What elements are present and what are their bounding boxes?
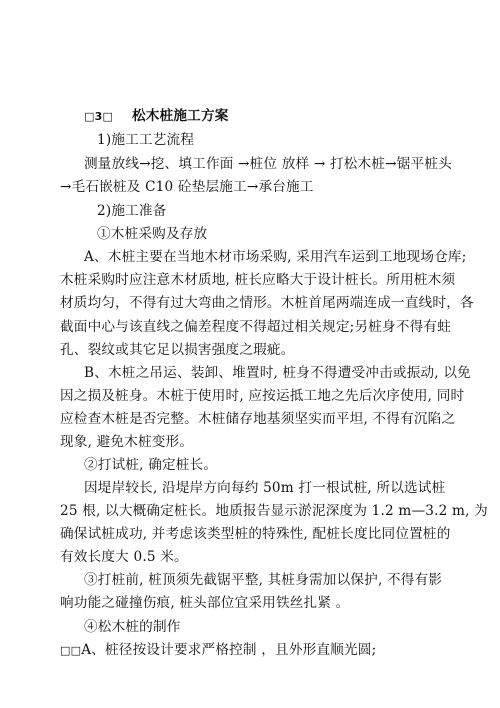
item-4-line-text: A、桩径按设计要求严格控制 ，且外形直顺光圆; xyxy=(81,642,377,658)
item-4-line-prefix: □□ xyxy=(60,644,82,657)
item-1-para-a-line-1: A、木桩主要在当地木材市场采购, 采用汽车运到工地现场仓库; xyxy=(84,249,467,265)
item-4-line-1 xyxy=(60,641,376,660)
process-flow-line-1: 测量放线→挖、填工作面 →桩位 放样 → 打松木桩→锯平桩头 xyxy=(84,156,452,172)
item-4-title: ④松木桩的制作 xyxy=(84,619,181,635)
section-title: 松木桩施工方案 xyxy=(131,108,229,124)
item-1-title: ①木桩采购及存放 xyxy=(97,226,208,242)
item-1-para-b-line-1: B、木桩之吊运、装卸、堆置时, 桩身不得遭受冲击或振动, 以免 xyxy=(84,365,471,381)
section-heading xyxy=(84,107,229,126)
item-2-line-3: 确保试桩成功, 并考虑该类型桩的特殊性, 配桩长度比同位置桩的 xyxy=(60,526,451,542)
item-1-para-b-line-2: 因之损及桩身。木桩于使用时, 应按运抵工地之先后次序使用, 同时 xyxy=(60,388,465,404)
section-number-prefix: □3□ xyxy=(84,110,114,123)
item-1-para-b-line-3: 应检查木桩是否完整。木桩储存地基须坚实而平坦, 不得有沉陷之 xyxy=(60,411,456,427)
process-flow-line-2: →毛石嵌桩及 C10 砼垫层施工→承台施工 xyxy=(60,179,314,195)
item-1-para-a-line-2: 木桩采购时应注意木材质地, 桩长应略大于设计桩长。所用桩木须 xyxy=(60,272,456,288)
item-2-line-1: 因堤岸较长, 沿堤岸方向每约 50m 打一根试桩, 所以选试桩 xyxy=(84,480,446,496)
item-1-para-a-line-5: 孔、裂纹或其它足以损害强度之瑕疵。 xyxy=(60,342,295,358)
item-3-line-2: 响功能之碰撞伤痕, 桩头部位宜采用铁丝扎紧 。 xyxy=(60,595,350,611)
item-2-line-4: 有效长度大 0.5 米。 xyxy=(60,549,188,565)
item-3-line-1: ③打桩前, 桩顶须先截锯平整, 其桩身需加以保护, 不得有影 xyxy=(84,572,443,588)
item-1-para-a-line-3: 材质均匀，不得有过大弯曲之情形。木桩首尾两端连成一直线时，各 xyxy=(60,295,474,311)
item-1-para-b-line-4: 现象, 避免木桩变形。 xyxy=(60,434,194,450)
subsection-1-title: 1)施工工艺流程 xyxy=(97,132,195,148)
item-2-line-2: 25 根, 以大概确定桩长。地质报告显示淤泥深度为 1.2 m—3.2 m, 为 xyxy=(60,503,488,519)
item-1-para-a-line-4: 截面中心与该直线之偏差程度不得超过相关规定;另桩身不得有蛀 xyxy=(60,319,452,335)
subsection-2-title: 2)施工准备 xyxy=(97,203,167,219)
item-2-title: ②打试桩, 确定桩长。 xyxy=(84,457,218,473)
